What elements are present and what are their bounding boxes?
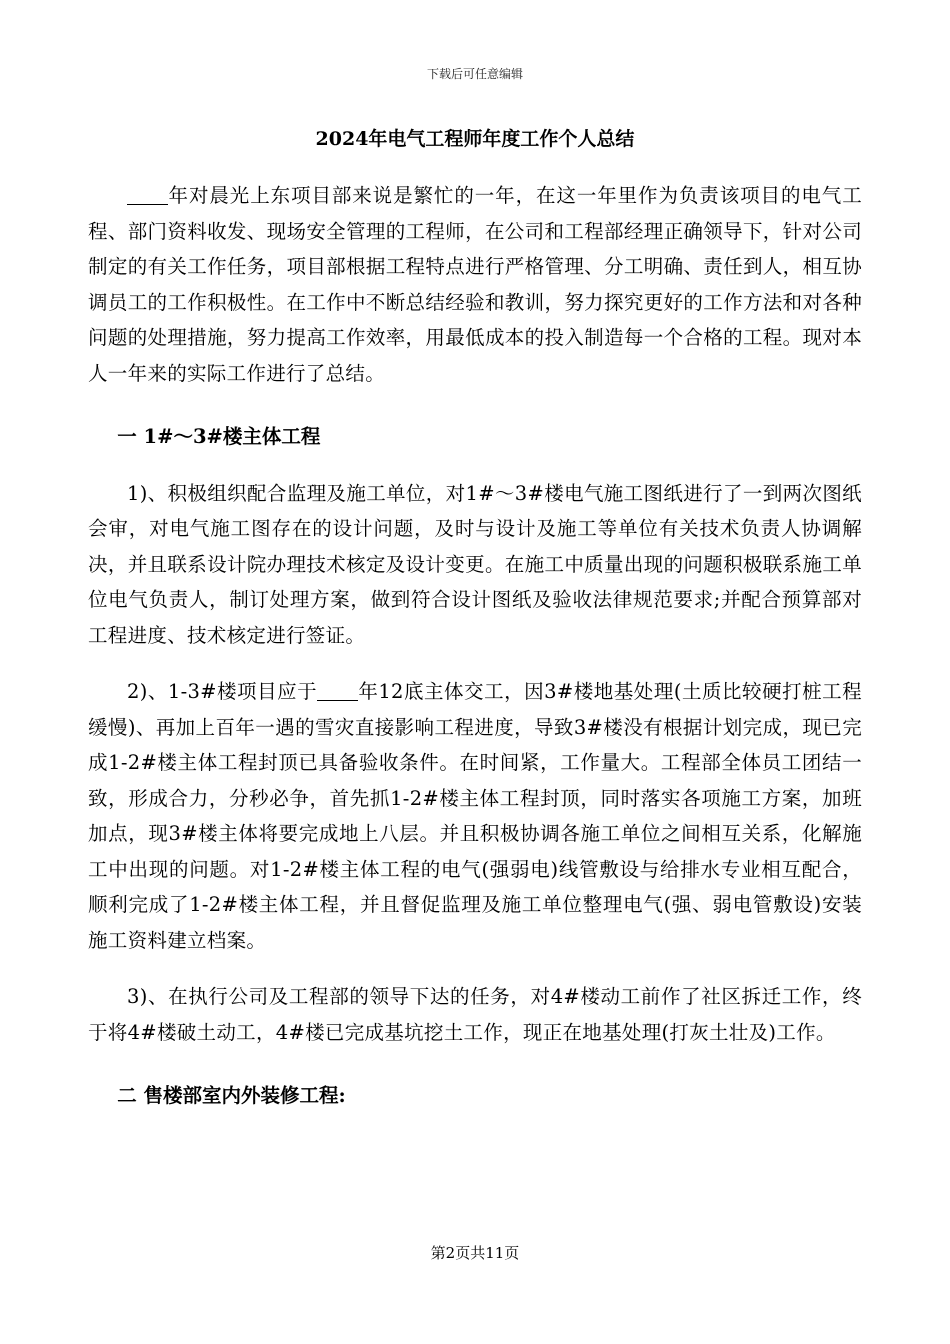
item2-text-after-blank: 年12底主体交工，因3#楼地基处理(土质比较硬打桩工程缓慢)、再加上百年一遇的雪灾直接影响工程进度，导致3#楼没有根据计划完成，现已完成1-2#楼主体工程封顶已具备验收条件。在时间紧，工作量大。工程部全体员工团结一致，形成合力，分秒必争，首先抓1-2#楼主体工程封顶，同时落实各项施工方案，加班加点，现3#楼主体将要完成地上八层。并且积极协调各施工单位之间相互关系，化解施工中出现的问题。对1-2#楼主体工程的电气(强弱电)线管敷设与给排水专业相互配合，顺利完成了1-2#楼主体工程，并且督促监理及施工单位整理电气(强、弱电管敷设)安装施工资料建立档案。	[88, 680, 862, 952]
section1-item-2	[88, 674, 862, 958]
intro-text: 年对晨光上东项目部来说是繁忙的一年，在这一年里作为负责该项目的电气工程、部门资料收发、现场安全管理的工程师，在公司和工程部经理正确领导下，针对公司制定的有关工作任务，项目部根据工程特点进行严格管理、分工明确、责任到人，相互协调员工的工作积极性。在工作中不断总结经验和教训，努力探究更好的工作方法和对各种问题的处理措施，努力提高工作效率，用最低成本的投入制造每一个合格的工程。现对本人一年来的实际工作进行了总结。	[88, 184, 862, 385]
page-number: 第2页共11页	[430, 1244, 520, 1262]
page-header: 下载后可任意编辑	[426, 67, 523, 81]
intro-blank-field	[127, 185, 168, 206]
section1-item-1: 1)、积极组织配合监理及施工单位，对1#～3#楼电气施工图纸进行了一到两次图纸会审，对电气施工图存在的设计问题，及时与设计及施工等单位有关技术负责人协调解决，并且联系设计院办理技术核定及设计变更。在施工中质量出现的问题积极联系施工单位电气负责人，制订处理方案，做到符合设计图纸及验收法律规范要求;并配合预算部对工程进度、技术核定进行签证。	[88, 481, 862, 647]
intro-paragraph	[88, 178, 862, 391]
section1-item-3: 3)、在执行公司及工程部的领导下达的任务，对4#楼动工前作了社区拆迁工作，终于将4#楼破土动工，4#楼已完成基坑挖土工作，现正在地基处理(打灰土壮及)工作。	[88, 985, 862, 1044]
document-body	[88, 178, 862, 1114]
item2-blank-field	[317, 681, 358, 702]
document-title: 2024年电气工程师年度工作个人总结	[315, 128, 635, 150]
section-heading-2: 二 售楼部室内外装修工程:	[117, 1084, 346, 1107]
item2-text-before-blank: 2)、1-3#楼项目应于	[127, 680, 318, 703]
section-heading-1: 一 1#～3#楼主体工程	[117, 425, 321, 448]
